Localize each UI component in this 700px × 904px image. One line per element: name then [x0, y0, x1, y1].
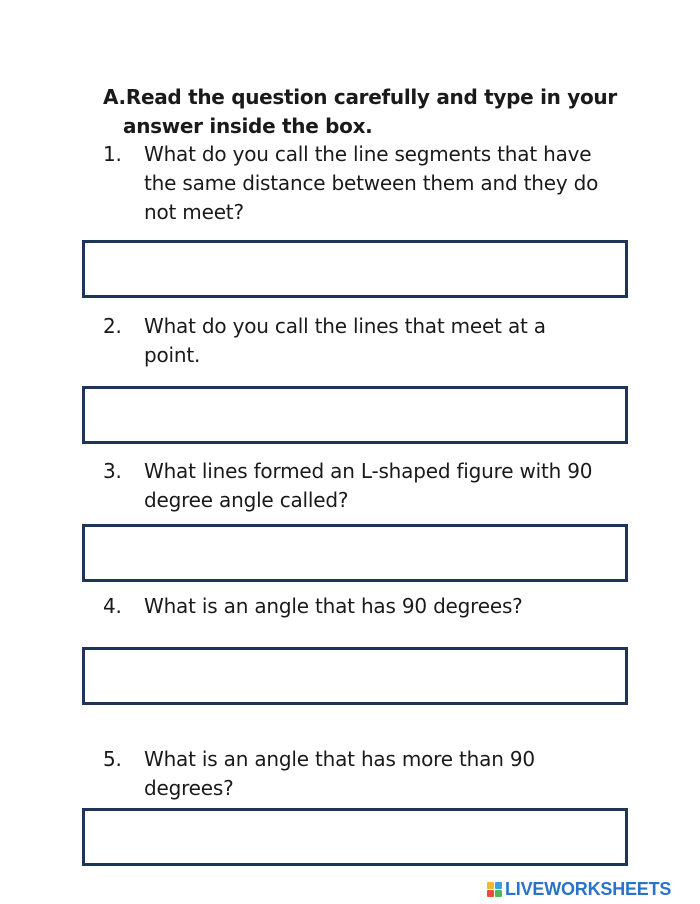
- brand-text: LIVEWORKSHEETS: [505, 879, 672, 899]
- question-2: [103, 312, 584, 370]
- question-3: [103, 457, 599, 515]
- question-5: [103, 745, 574, 803]
- question-number: 4.: [103, 594, 122, 618]
- question-text: What lines formed an L-shaped figure with 90 degree angle called?: [144, 459, 593, 512]
- question-number: 5.: [103, 747, 122, 771]
- instructions: [103, 83, 617, 141]
- answer-box-4[interactable]: [82, 647, 628, 705]
- instructions-line-2: answer inside the box.: [123, 114, 373, 138]
- question-text: What is an angle that has more than 90 degrees?: [144, 747, 535, 800]
- question-number: 2.: [103, 314, 122, 338]
- answer-box-2[interactable]: [82, 386, 628, 444]
- question-text: What do you call the line segments that have the same distance between them and they do not meet?: [144, 142, 599, 224]
- answer-box-3[interactable]: [82, 524, 628, 582]
- liveworksheets-brand: [487, 879, 671, 900]
- answer-box-1[interactable]: [82, 240, 628, 298]
- instructions-line-1: A.Read the question carefully and type in your: [103, 85, 617, 109]
- question-number: 3.: [103, 459, 122, 483]
- liveworksheets-logo-icon: [487, 882, 502, 897]
- answer-box-5[interactable]: [82, 808, 628, 866]
- question-text: What is an angle that has 90 degrees?: [144, 594, 523, 618]
- question-1: [103, 140, 614, 227]
- question-number: 1.: [103, 142, 122, 166]
- question-4: [103, 592, 614, 621]
- question-text: What do you call the lines that meet at a point.: [144, 314, 546, 367]
